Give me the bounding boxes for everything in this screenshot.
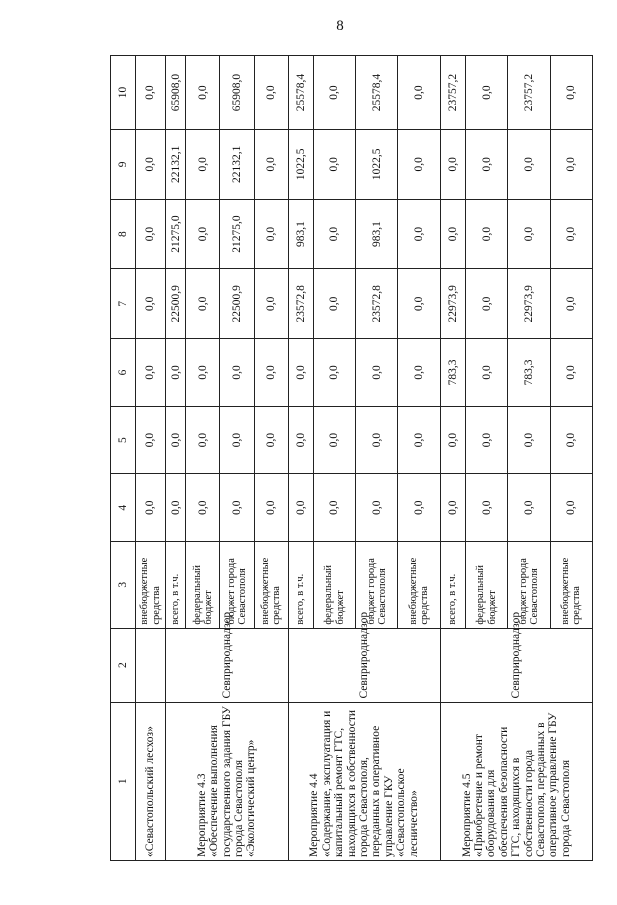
amount-cell: 0,0 [313, 130, 355, 200]
amount-cell: 0,0 [136, 474, 166, 542]
col-header: 6 [111, 339, 136, 407]
amount-cell: 0,0 [440, 406, 465, 474]
amount-cell: 0,0 [136, 199, 166, 269]
amount-cell: 1022,5 [356, 130, 398, 200]
amount-cell: 22132,1 [220, 130, 254, 200]
amount-cell: 0,0 [466, 406, 508, 474]
amount-cell: 0,0 [313, 339, 355, 407]
amount-cell: 0,0 [508, 474, 550, 542]
col-header: 9 [111, 130, 136, 200]
measure-name-cell: Мероприятие 4.4 «Содержание, эксплуатация и капитальный ремонт ГТС, находящихся в собственности города Севастополя, переданных в оперативное управление ГКУ «Севастопольское лесничество» [288, 702, 440, 860]
amount-cell: 0,0 [254, 56, 288, 130]
funding-source-cell: федеральный бюджет [313, 541, 355, 628]
table-row [440, 56, 465, 861]
amount-cell: 0,0 [466, 339, 508, 407]
amount-cell: 22973,9 [440, 269, 465, 339]
amount-cell: 0,0 [136, 130, 166, 200]
amount-cell: 0,0 [136, 269, 166, 339]
rotated-table-area [110, 55, 593, 861]
amount-cell: 22500,9 [220, 269, 254, 339]
amount-cell: 0,0 [186, 269, 220, 339]
amount-cell: 0,0 [508, 199, 550, 269]
col-header: 7 [111, 269, 136, 339]
funding-source-cell: внебюджетные средства [254, 541, 288, 628]
amount-cell: 0,0 [313, 406, 355, 474]
amount-cell: 23572,8 [288, 269, 313, 339]
amount-cell: 1022,5 [288, 130, 313, 200]
amount-cell: 0,0 [550, 406, 592, 474]
measure-name-cell: «Севастопольский лесхоз» [136, 702, 166, 860]
amount-cell: 983,1 [356, 199, 398, 269]
amount-cell: 0,0 [466, 474, 508, 542]
amount-cell: 21275,0 [166, 199, 186, 269]
table-row [288, 56, 313, 861]
col-header: 5 [111, 406, 136, 474]
amount-cell: 0,0 [136, 339, 166, 407]
amount-cell: 0,0 [356, 474, 398, 542]
amount-cell: 0,0 [186, 474, 220, 542]
funding-source-cell: всего, в т.ч. [166, 541, 186, 628]
amount-cell: 0,0 [508, 130, 550, 200]
amount-cell: 0,0 [398, 130, 440, 200]
amount-cell: 0,0 [440, 199, 465, 269]
col-header: 8 [111, 199, 136, 269]
rotated-table-frame [110, 55, 593, 861]
executor-cell [136, 628, 166, 702]
funding-source-cell: бюджет города Севастополя [220, 541, 254, 628]
amount-cell: 65908,0 [220, 56, 254, 130]
table-row [136, 56, 166, 861]
measure-name-cell: Мероприятие 4.5 «Приобретение и ремонт оборудования для обеспечения безопасности ГТС, находящихся в собственности города Севастополя, переданных в оперативное управление ГБУ города Севастополя [440, 702, 592, 860]
funding-source-cell: федеральный бюджет [466, 541, 508, 628]
col-header: 1 [111, 702, 136, 860]
amount-cell: 0,0 [186, 406, 220, 474]
amount-cell: 0,0 [313, 199, 355, 269]
amount-cell: 0,0 [398, 406, 440, 474]
column-number-row [111, 56, 136, 861]
amount-cell: 0,0 [288, 474, 313, 542]
col-header: 4 [111, 474, 136, 542]
amount-cell: 21275,0 [220, 199, 254, 269]
amount-cell: 0,0 [313, 56, 355, 130]
measure-name-cell: Мероприятие 4.3 «Обеспечение выполнения государственного задания ГБУ города Севастополя «Экологический центр» [166, 702, 289, 860]
amount-cell: 0,0 [466, 130, 508, 200]
amount-cell: 0,0 [398, 339, 440, 407]
amount-cell: 0,0 [166, 406, 186, 474]
amount-cell: 0,0 [254, 474, 288, 542]
amount-cell: 0,0 [440, 474, 465, 542]
funding-source-cell: всего, в т.ч. [440, 541, 465, 628]
amount-cell: 0,0 [398, 199, 440, 269]
executor-cell: Севприроднадзор [166, 628, 289, 702]
amount-cell: 0,0 [166, 474, 186, 542]
amount-cell: 0,0 [440, 130, 465, 200]
amount-cell: 0,0 [550, 56, 592, 130]
amount-cell: 0,0 [254, 199, 288, 269]
amount-cell: 0,0 [398, 474, 440, 542]
amount-cell: 22500,9 [166, 269, 186, 339]
amount-cell: 0,0 [466, 56, 508, 130]
amount-cell: 0,0 [220, 474, 254, 542]
funding-source-cell: федеральный бюджет [186, 541, 220, 628]
amount-cell: 0,0 [186, 339, 220, 407]
funding-table [110, 55, 593, 861]
amount-cell: 0,0 [466, 199, 508, 269]
col-header: 3 [111, 541, 136, 628]
amount-cell: 0,0 [186, 199, 220, 269]
amount-cell: 0,0 [254, 406, 288, 474]
amount-cell: 0,0 [254, 269, 288, 339]
amount-cell: 0,0 [220, 406, 254, 474]
funding-source-cell: всего, в т.ч. [288, 541, 313, 628]
funding-source-cell: внебюджетные средства [550, 541, 592, 628]
amount-cell: 0,0 [550, 339, 592, 407]
amount-cell: 0,0 [186, 130, 220, 200]
amount-cell: 22973,9 [508, 269, 550, 339]
amount-cell: 22132,1 [166, 130, 186, 200]
amount-cell: 0,0 [550, 130, 592, 200]
amount-cell: 0,0 [313, 269, 355, 339]
amount-cell: 0,0 [136, 406, 166, 474]
amount-cell: 783,3 [508, 339, 550, 407]
amount-cell: 0,0 [356, 406, 398, 474]
amount-cell: 0,0 [398, 269, 440, 339]
page-number: 8 [336, 18, 344, 34]
amount-cell: 0,0 [313, 474, 355, 542]
amount-cell: 23757,2 [440, 56, 465, 130]
amount-cell: 0,0 [550, 199, 592, 269]
executor-cell: Севприроднадзор [440, 628, 592, 702]
amount-cell: 0,0 [220, 339, 254, 407]
amount-cell: 0,0 [356, 339, 398, 407]
amount-cell: 0,0 [136, 56, 166, 130]
executor-cell: Севприроднадзор [288, 628, 440, 702]
col-header: 2 [111, 628, 136, 702]
table-body [136, 56, 593, 861]
amount-cell: 0,0 [398, 56, 440, 130]
amount-cell: 0,0 [288, 339, 313, 407]
amount-cell: 0,0 [550, 269, 592, 339]
amount-cell: 983,1 [288, 199, 313, 269]
amount-cell: 783,3 [440, 339, 465, 407]
amount-cell: 0,0 [288, 406, 313, 474]
funding-source-cell: внебюджетные средства [398, 541, 440, 628]
amount-cell: 25578,4 [288, 56, 313, 130]
amount-cell: 23572,8 [356, 269, 398, 339]
funding-source-cell: бюджет города Севастополя [356, 541, 398, 628]
amount-cell: 0,0 [466, 269, 508, 339]
amount-cell: 0,0 [166, 339, 186, 407]
amount-cell: 65908,0 [166, 56, 186, 130]
amount-cell: 0,0 [550, 474, 592, 542]
amount-cell: 0,0 [254, 339, 288, 407]
amount-cell: 0,0 [186, 56, 220, 130]
amount-cell: 0,0 [254, 130, 288, 200]
funding-source-cell: внебюджетные средства [136, 541, 166, 628]
amount-cell: 0,0 [508, 406, 550, 474]
table-row [166, 56, 186, 861]
funding-source-cell: бюджет города Севастополя [508, 541, 550, 628]
col-header: 10 [111, 56, 136, 130]
amount-cell: 23757,2 [508, 56, 550, 130]
amount-cell: 25578,4 [356, 56, 398, 130]
